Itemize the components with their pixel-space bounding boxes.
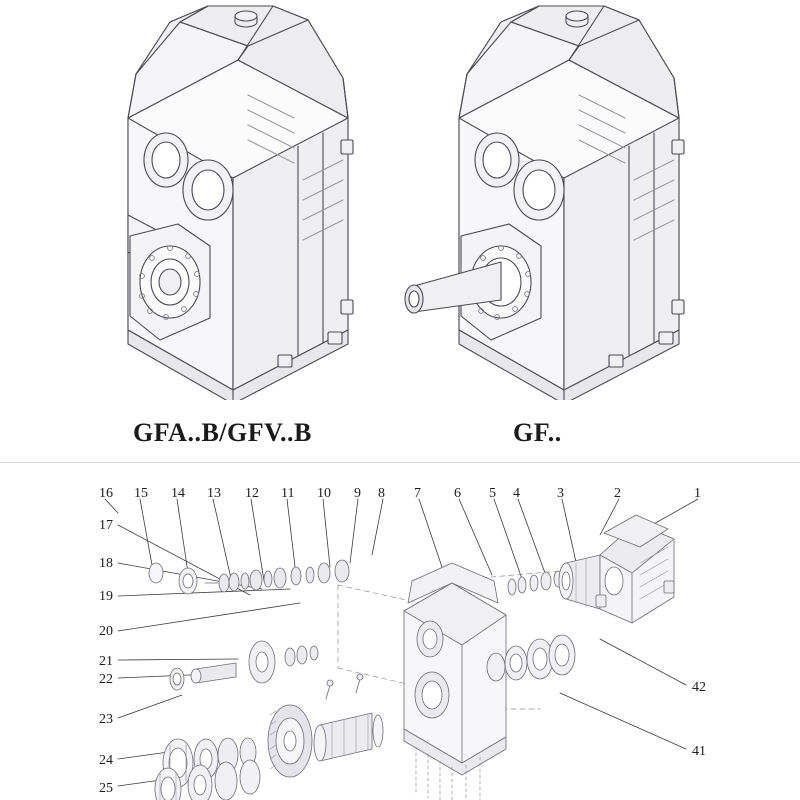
caption-gf: GF..: [513, 418, 562, 447]
callout-20: 20: [99, 624, 113, 639]
callout-8: 8: [378, 486, 385, 501]
caption-gfab-gfvb: GFA..B/GFV..B: [133, 418, 312, 447]
gearbox-drawing-right: [404, 0, 704, 400]
callout-13: 13: [207, 486, 221, 501]
callout-25: 25: [99, 781, 113, 796]
callout-5: 5: [489, 486, 496, 501]
callout-22: 22: [99, 672, 113, 687]
callout-18: 18: [99, 556, 113, 571]
callout-19: 19: [99, 589, 113, 604]
callout-10: 10: [317, 486, 331, 501]
callout-17: 17: [99, 518, 113, 533]
callout-6: 6: [454, 486, 461, 501]
callout-41: 41: [692, 744, 706, 759]
callout-42: 42: [692, 680, 706, 695]
gearbox-drawing-left: [98, 0, 388, 400]
callout-7: 7: [414, 486, 421, 501]
callout-15: 15: [134, 486, 148, 501]
callout-3: 3: [557, 486, 564, 501]
callout-23: 23: [99, 712, 113, 727]
callout-12: 12: [245, 486, 259, 501]
callout-11: 11: [281, 486, 295, 501]
callout-24: 24: [99, 753, 113, 768]
callout-1: 1: [694, 486, 701, 501]
exploded-view-section: [0, 463, 800, 800]
callout-16: 16: [99, 486, 113, 501]
callout-21: 21: [99, 654, 113, 669]
callout-14: 14: [171, 486, 185, 501]
callout-4: 4: [513, 486, 520, 501]
callout-2: 2: [614, 486, 621, 501]
callout-9: 9: [354, 486, 361, 501]
